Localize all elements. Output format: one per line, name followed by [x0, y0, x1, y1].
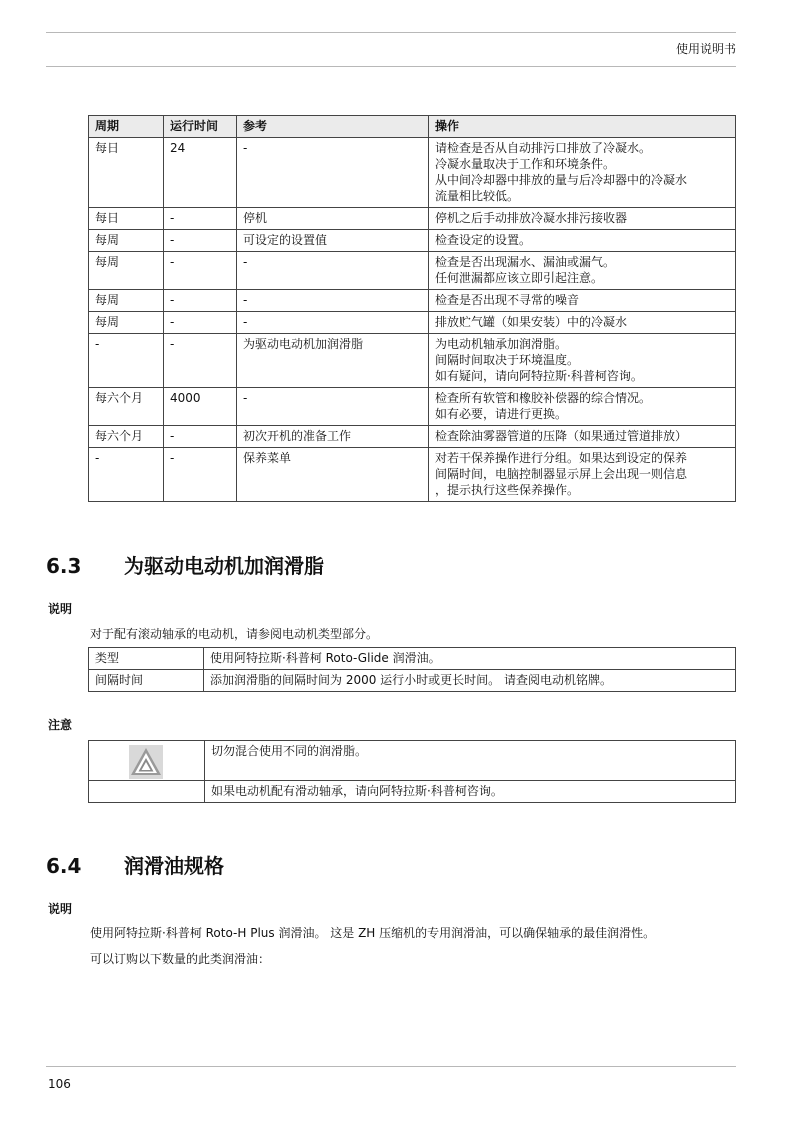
- action-line: 流量相比较低。: [435, 189, 520, 203]
- period-cell: 每六个月: [89, 426, 164, 448]
- hours-cell: -: [164, 334, 237, 388]
- reference-cell: 为驱动电动机加润滑脂: [237, 334, 429, 388]
- period-cell: -: [89, 334, 164, 388]
- document-title: 使用说明书: [675, 42, 736, 56]
- period-cell: 每日: [89, 138, 164, 208]
- footer-rule: [46, 1066, 736, 1067]
- table-header-row: [89, 116, 736, 138]
- period-cell: -: [89, 448, 164, 502]
- action-cell: [429, 334, 736, 388]
- table-row: [89, 781, 736, 803]
- spec-value: 添加润滑脂的间隔时间为 2000 运行小时或更长时间。 请查阅电动机铭牌。: [204, 670, 736, 692]
- action-cell: [429, 290, 736, 312]
- action-cell: [429, 208, 736, 230]
- column-header-period: 周期: [89, 116, 164, 138]
- action-cell: [429, 448, 736, 502]
- action-line: 从中间冷却器中排放的量与后冷却器中的冷凝水: [435, 173, 688, 187]
- hours-cell: -: [164, 448, 237, 502]
- table-row: [89, 252, 736, 290]
- notice-heading: 注意: [48, 718, 73, 732]
- table-row: [89, 290, 736, 312]
- description-heading: 说明: [48, 602, 73, 616]
- column-header-reference: 参考: [237, 116, 429, 138]
- period-cell: 每周: [89, 252, 164, 290]
- warning-triangle-icon: [129, 745, 163, 779]
- action-line: 检查是否出现不寻常的噪音: [435, 293, 580, 307]
- reference-cell: -: [237, 138, 429, 208]
- section-6-4-heading: [46, 850, 224, 879]
- action-line: 任何泄漏都应该立即引起注意。: [435, 271, 604, 285]
- hours-cell: -: [164, 208, 237, 230]
- table-row: [89, 448, 736, 502]
- empty-cell: [89, 781, 205, 803]
- hours-cell: 4000: [164, 388, 237, 426]
- hours-cell: -: [164, 252, 237, 290]
- section-number: 6.4: [46, 854, 82, 878]
- reference-cell: -: [237, 290, 429, 312]
- header-rule-top: [46, 32, 736, 33]
- section-title: 润滑油规格: [124, 854, 224, 878]
- reference-cell: -: [237, 252, 429, 290]
- table-row: [89, 741, 736, 781]
- action-line: 间隔时间取决于环境温度。: [435, 353, 580, 367]
- table-row: [89, 208, 736, 230]
- action-cell: [429, 138, 736, 208]
- period-cell: 每周: [89, 312, 164, 334]
- action-line: 请检查是否从自动排污口排放了冷凝水。: [435, 141, 652, 155]
- table-row: [89, 138, 736, 208]
- period-cell: 每周: [89, 230, 164, 252]
- action-cell: [429, 252, 736, 290]
- table-row: [89, 426, 736, 448]
- hours-cell: -: [164, 312, 237, 334]
- table-row: [89, 388, 736, 426]
- reference-cell: -: [237, 312, 429, 334]
- notice-text: 如果电动机配有滑动轴承，请向阿特拉斯·科普柯咨询。: [205, 781, 736, 803]
- spec-label: 类型: [89, 648, 204, 670]
- table-row: [89, 670, 736, 692]
- hours-cell: -: [164, 290, 237, 312]
- action-line: 排放贮气罐（如果安装）中的冷凝水: [435, 315, 628, 329]
- action-line: 为电动机轴承加润滑脂。: [435, 337, 568, 351]
- column-header-action: 操作: [429, 116, 736, 138]
- action-line: ，提示执行这些保养操作。: [435, 483, 580, 497]
- spec-value: 使用阿特拉斯·科普柯 Roto-Glide 润滑油。: [204, 648, 736, 670]
- action-line: 如有必要，请进行更换。: [435, 407, 568, 421]
- maintenance-schedule-table: [88, 115, 736, 502]
- section-number: 6.3: [46, 554, 82, 578]
- action-cell: [429, 388, 736, 426]
- period-cell: 每六个月: [89, 388, 164, 426]
- page-number: 106: [48, 1077, 71, 1091]
- reference-cell: -: [237, 388, 429, 426]
- action-line: 检查是否出现漏水、漏油或漏气。: [435, 255, 616, 269]
- action-line: 停机之后手动排放冷凝水排污接收器: [435, 211, 628, 225]
- action-cell: [429, 312, 736, 334]
- grease-spec-table: [88, 647, 736, 692]
- action-line: 对若干保养操作进行分组。如果达到设定的保养: [435, 451, 688, 465]
- reference-cell: 初次开机的准备工作: [237, 426, 429, 448]
- period-cell: 每日: [89, 208, 164, 230]
- action-line: 如有疑问，请向阿特拉斯·科普柯咨询。: [435, 369, 643, 383]
- column-header-hours: 运行时间: [164, 116, 237, 138]
- reference-cell: 可设定的设置值: [237, 230, 429, 252]
- reference-cell: 停机: [237, 208, 429, 230]
- hours-cell: -: [164, 426, 237, 448]
- action-line: 冷凝水量取决于工作和环境条件。: [435, 157, 616, 171]
- description-text: 使用阿特拉斯·科普柯 Roto-H Plus 润滑油。 这是 ZH 压缩机的专用润滑油，可以确保轴承的最佳润滑性。: [90, 926, 656, 940]
- table-row: [89, 334, 736, 388]
- section-title: 为驱动电动机加润滑脂: [124, 554, 324, 578]
- description-heading: 说明: [48, 902, 73, 916]
- notice-text: 切勿混合使用不同的润滑脂。: [205, 741, 736, 781]
- header-rule-bottom: [46, 66, 736, 67]
- warning-icon-cell: [89, 741, 205, 781]
- table-row: [89, 230, 736, 252]
- description-text: 可以订购以下数量的此类润滑油：: [90, 952, 271, 966]
- period-cell: 每周: [89, 290, 164, 312]
- action-cell: [429, 230, 736, 252]
- table-row: [89, 312, 736, 334]
- hours-cell: 24: [164, 138, 237, 208]
- hours-cell: -: [164, 230, 237, 252]
- reference-cell: 保养菜单: [237, 448, 429, 502]
- action-line: 间隔时间，电脑控制器显示屏上会出现一则信息: [435, 467, 688, 481]
- table-row: [89, 648, 736, 670]
- action-line: 检查设定的设置。: [435, 233, 532, 247]
- action-line: 检查所有软管和橡胶补偿器的综合情况。: [435, 391, 652, 405]
- notice-table: [88, 740, 736, 803]
- action-line: 检查除油雾器管道的压降（如果通过管道排放）: [435, 429, 688, 443]
- action-cell: [429, 426, 736, 448]
- description-text: 对于配有滚动轴承的电动机，请参阅电动机类型部分。: [90, 627, 379, 641]
- spec-label: 间隔时间: [89, 670, 204, 692]
- section-6-3-heading: [46, 550, 324, 579]
